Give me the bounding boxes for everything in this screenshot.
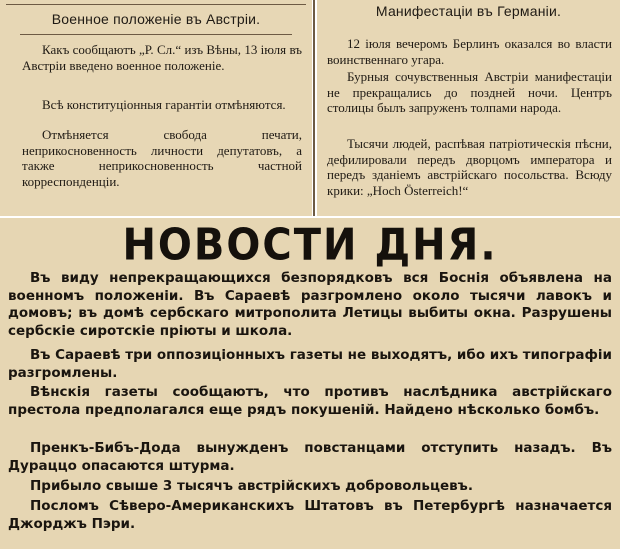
right-article-paragraph-3: Тысячи людей, распѣвая патрiотическiя пѣсни, дефилировали передъ дворцомъ императора и передъ зданiемъ австрiйскаго посольства. Всюду крики: „Hoch Österreich!“ — [327, 136, 612, 198]
right-article-title: Манифестацiи въ Германiи. — [375, 3, 562, 19]
left-article-clipping — [0, 0, 312, 216]
news-paragraph-4: Пренкъ-Бибъ-Дода вынужденъ повстанцами отступить назадъ. Въ Дураццо опасаются штурма. — [8, 440, 612, 474]
left-article-paragraph-3: Отмѣняется свобода печати, неприкосновенность личности депутатовъ, а также неприкосновенность частной корреспонденцiи. — [22, 127, 302, 189]
top-border-rule — [6, 4, 306, 5]
column-divider — [313, 0, 315, 216]
right-article-paragraph-2: Бурныя сочувственныя Австрiи манифестацiи не прекращались до поздней ночи. Центръ столицы былъ запруженъ толпами народа. — [327, 69, 612, 116]
left-article-paragraph-2: Всѣ конституцiонныя гарантiи отмѣняются. — [42, 97, 286, 112]
news-paragraph-1: Въ виду непрекращающихся безпорядковъ вся Боснiя объявлена на военномъ положенiи. Въ Сараевѣ разгромлено около тысячи лавокъ и домовъ; въ домѣ сербскаго митрополита Летицы выбиты окна. Разрушены сербскiе сиротскiе прiюты и школа. — [8, 270, 612, 339]
right-article-paragraph-1: 12 iюля вечеромъ Берлинъ оказался во власти воинственнаго угара. — [327, 36, 612, 67]
news-paragraph-2: Въ Сараевѣ три оппозицiонныхъ газеты не выходятъ, ибо ихъ типографiи разгромлены. — [8, 347, 612, 381]
right-article-clipping — [317, 0, 620, 216]
news-of-the-day-clipping — [0, 218, 620, 549]
news-section-title: НОВОСТИ ДНЯ. — [122, 219, 498, 271]
title-underline-rule — [20, 34, 292, 35]
news-paragraph-5: Прибыло свыше 3 тысячъ австрiйскихъ добровольцевъ. — [30, 478, 473, 494]
left-article-paragraph-1: Какъ сообщаютъ „Р. Сл.“ изъ Вѣны, 13 iюля въ Австрiи введено военное положенiе. — [22, 42, 302, 73]
news-paragraph-3: Вѣнскiя газеты сообщаютъ, что противъ наслѣдника австрiйскаго престола предполагался еще рядъ покушенiй. Найдено нѣсколько бомбъ. — [8, 384, 612, 418]
news-paragraph-6: Посломъ Сѣверо-Американскихъ Штатовъ въ Петербургѣ назначается Джорджъ Пэри. — [8, 498, 612, 532]
left-article-title: Военное положенiе въ Австрiи. — [51, 11, 261, 27]
